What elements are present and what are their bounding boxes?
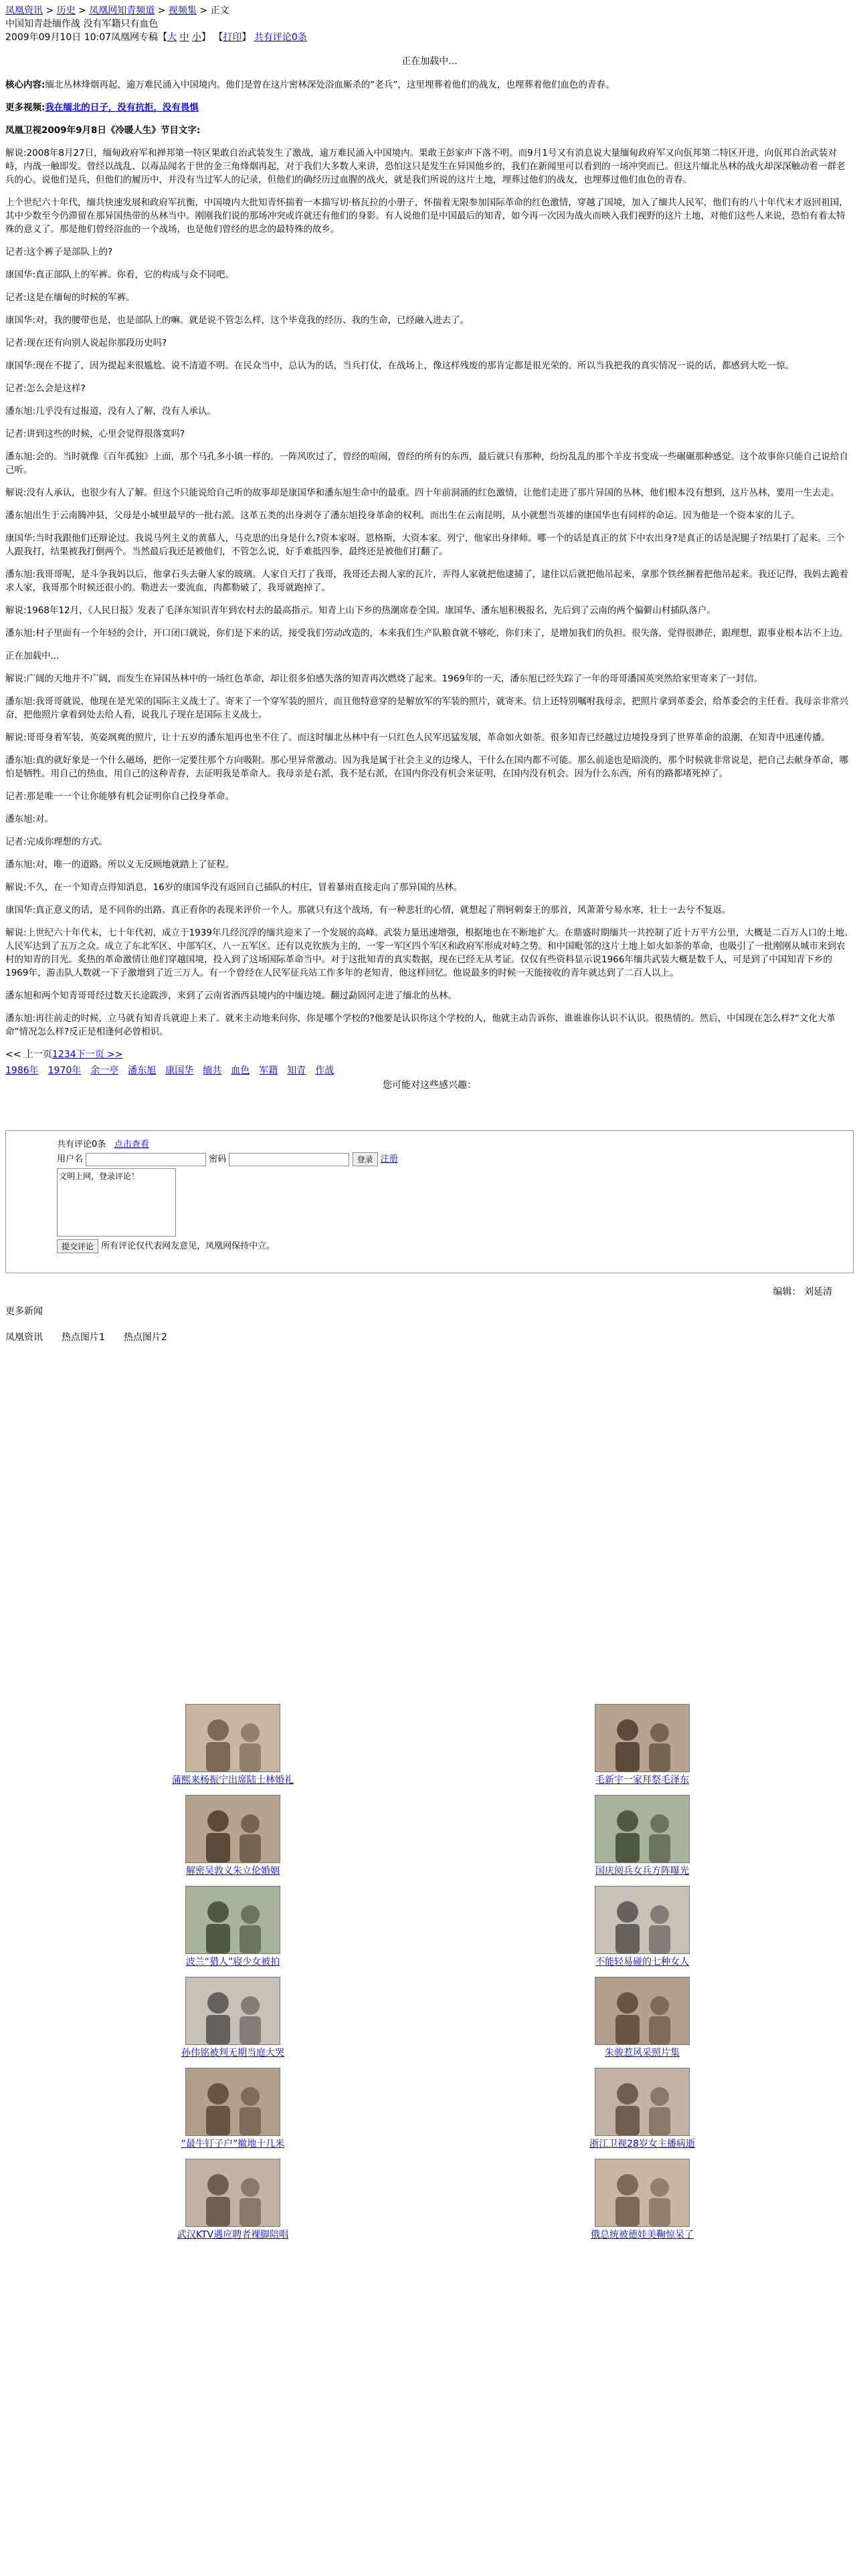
photo-news-item[interactable] — [562, 1795, 723, 1879]
photo-thumbnail[interactable] — [595, 1704, 690, 1772]
keyword-tag-link[interactable]: 余一亭 — [90, 1065, 119, 1076]
next-page-link[interactable]: 下一页 >> — [76, 1049, 123, 1060]
keyword-tags — [5, 1064, 854, 1077]
tab-hot-photo-2[interactable]: 热点图片2 — [123, 1332, 167, 1343]
article-paragraph: 解说:不久，在一个知青点得知消息，16岁的康国华没有返回自己插队的村庄，冒着暴雨直接走向了那异国的丛林。 — [5, 882, 463, 893]
photo-news-item[interactable] — [562, 1704, 723, 1788]
keyword-tag-link[interactable]: 潘东旭 — [128, 1065, 157, 1076]
comment-box — [5, 1130, 854, 1273]
article-paragraph: 上个世纪六十年代，缅共快速发展和政府军抗衡，中国境内大批知青怀揣着一本描写切·格瓦拉的小册子，怀揣着无限参加国际革命的红色激情，穿越了国境，加入了缅共人民军，他们有的八十年代末才返回祖国，其中少数至今仍滞留在那异国热带的丛林当中。刚刚我们说的那场冲突或许就还有他们的身影。有人说他们是中国最后的知青，如今再一次因为战火而映入我们视野的这片土地，对他们这些人来说，恐怕有着太特殊的意义了。那是他们曾经浴血的一个战场，也是他们曾经的思念的最特殊的故乡。 — [5, 197, 848, 235]
article-paragraph: 潘东旭:再往前走的时候，立马就有知青兵就迎上来了。就来主动地来问你，你是哪个学校的?他要是认识你这个学校的人，他就主动告诉你，谁谁谁你认识不认识。很热情的。然后，中国现在怎么样?“文化大革命”情况怎么样?反正是相逢何必曾相识。 — [5, 1013, 836, 1037]
photo-caption-link[interactable]: 解密吴敦义朱立伦婚姻 — [186, 1866, 280, 1876]
photo-news-item[interactable] — [153, 2068, 313, 2151]
photo-news-item[interactable] — [153, 2159, 313, 2242]
more-news-heading: 更多新闻 — [5, 1306, 43, 1317]
photo-caption-link[interactable]: 朱骏惹风采照片集 — [605, 2048, 680, 2058]
page-link-4[interactable]: 4 — [70, 1049, 76, 1060]
breadcrumb-current: 正文 — [210, 5, 229, 16]
article-paragraph: 记者:现在还有向别人说起你那段历史吗? — [5, 338, 167, 348]
photo-thumbnail[interactable] — [185, 1704, 280, 1772]
keyword-tag-link[interactable]: 康国华 — [165, 1065, 194, 1076]
breadcrumb-sep: > — [196, 5, 211, 16]
article-paragraph: 潘东旭:对。 — [5, 814, 54, 825]
article-paragraph: 记者:怎么会是这样? — [5, 383, 86, 394]
breadcrumb-link-video[interactable]: 视频集 — [168, 5, 197, 16]
photo-news-item[interactable] — [153, 1886, 313, 1969]
article-paragraph: 解说:1968年12月，《人民日报》发表了毛泽东知识青年到农村去的最高指示。知青上山下乡的热潮席卷全国。康国华、潘东旭积极报名，先后到了云南的两个偏僻山村插队落户。 — [5, 605, 716, 616]
article-date: 2009年09月10日 10:07凤凰网专稿 — [5, 32, 159, 43]
photo-thumbnail[interactable] — [185, 2068, 280, 2136]
breadcrumb — [5, 4, 854, 17]
font-bracket: 】 — [201, 32, 211, 43]
article-paragraph: 潘东旭:我哥哥呢，是斗争我妈以后，他拿石头去砸人家的玻璃。人家自天打了我哥，我哥还去揭人家的瓦片，弄得人家就把他逮捕了，逮住以后就把他吊起来，拿那个铁丝捆着把他吊起来。我还记得，我妈去跪着求人家，我哥那个时候还很小的。勒进去一要流血，肉都勒破了，我哥就跑掉了。 — [5, 569, 849, 593]
loading-indicator-2: 正在加载中... — [5, 651, 60, 661]
print-link[interactable]: 打印 — [223, 32, 242, 43]
photo-caption-link[interactable]: 毛新宇一家拜祭毛泽东 — [595, 1775, 689, 1786]
article-paragraph: 解说:上世纪六十年代末，七十年代初，成立于1939年几经沉浮的缅共迎来了一个发展的高峰。武装力量迅速增强，根据地也在不断地扩大。在鼎盛时期缅共一共控制了近十万平方公里，大概是二百万人口的土地。人民军达到了五万之众。成立了东北军区、中部军区、八一五军区。还有以克钦族为主的，一零一军区四个军区和政府军形成对峙之势。和中国毗邻的这片土地上如火如荼的革命，也吸引了一批刚刚从城市来到农村的知青的目光。炙热的革命激情让他们穿越国境，投入到了这场国际革命当中。对于这批知青的真实数据，现在已经无从考证。仅仅有些资料显示说1966年缅共武装大概是数千人，可是到了中国知青下乡的1969年，游击队人数就一下子激增到了近三万人。有一个曾经在人民军征兵站工作多年的老知青，他这样回忆。他说最多的时候一天能接收的青年就达到了二百人以上。 — [5, 928, 854, 978]
photo-thumbnail[interactable] — [185, 1886, 280, 1954]
photo-caption-link[interactable]: “最牛钉子户”撤地十几米 — [181, 2139, 285, 2149]
article-paragraph: 康国华:现在不提了，因为提起来很尴尬。说不清道不明。在民众当中，总认为的话，当兵打仗，在战场上，像这样残废的那肯定都是很光荣的。所以当我把我的真实情况一说的话，都感到大吃一惊。 — [5, 360, 795, 371]
keyword-tag-link[interactable]: 军籍 — [259, 1065, 278, 1076]
article-paragraph: 潘东旭:会的。当时就像《百年孤独》上面，那个马孔多小镇一样的。一阵风吹过了，曾经的喧闹，曾经的所有的东西，最后就只有那种，纷纷乱乱的那个羊皮书变成一些碾碾那种感觉。这个故事你只能自己说给自己听。 — [5, 451, 849, 475]
tab-hot-photo-1[interactable]: 热点图片1 — [62, 1332, 105, 1343]
font-bracket: 【 — [158, 32, 168, 43]
video-label: 更多视频: — [5, 102, 45, 113]
article-paragraph: 记者:完成你理想的方式。 — [5, 837, 108, 847]
article-paragraph: 潘东旭和两个知青哥哥经过数天长途跋涉，来到了云南省酒西县境内的中缅边境。翻过勐固河走进了缅北的丛林。 — [5, 990, 457, 1001]
core-content — [5, 78, 854, 92]
page-link-1[interactable]: 1 — [52, 1049, 58, 1060]
photo-caption-link[interactable]: 武汉KTV遇应聘者裸脚陪唱 — [177, 2230, 289, 2240]
core-label: 核心内容: — [5, 80, 45, 90]
comment-count: 共有评论0条 — [57, 1140, 106, 1150]
photo-thumbnail[interactable] — [595, 2159, 690, 2227]
news-tabs — [5, 1331, 854, 1345]
photo-caption-link[interactable]: 浙江卫视28岁女主播病逝 — [589, 2139, 695, 2149]
article-body-part2 — [5, 672, 854, 1039]
article-paragraph: 记者:这是在缅甸的时候的军裤。 — [5, 292, 135, 303]
tab-news[interactable]: 凤凰资讯 — [5, 1332, 43, 1343]
photo-news-item[interactable] — [153, 1795, 313, 1879]
article-title: 中国知青赴缅作战 没有军籍只有血色 — [5, 19, 159, 29]
prev-page[interactable]: << 上一页 — [5, 1049, 52, 1060]
article-paragraph: 康国华:当时我跟他们还辩论过。我说马列主义的黄慕人，马克思的出身是什么?资本家呀。恩格斯，大资本家。列宁，他家出身律师。哪一个的话是真正的贫下中农出身?是真正的话是泥腿子?结果打了起来。三个人跟我打，结果被我打倒两个。当然最后我还是被他们，不管怎么说，好手难抵四拳，最终还是被他们打翻了。 — [5, 533, 845, 557]
photo-thumbnail[interactable] — [595, 2068, 690, 2136]
article-paragraph: 潘东旭:我哥哥就说，他现在是光荣的国际主义战士了。寄来了一个穿军装的照片，而且他特意穿的是解放军的军装的照片，就寄来。信上还特别嘱咐我母亲，把照片拿到革委会，给革委会的主任看。我母亲非常兴奋，把他照片拿着到处去给人看，说我儿子现在是国际主义战士。 — [5, 696, 849, 720]
photo-news-item[interactable] — [153, 1977, 313, 2060]
breadcrumb-link-history[interactable]: 历史 — [56, 5, 76, 16]
article-paragraph: 潘东旭:对，唯一的道路。所以义无反顾地就踏上了征程。 — [5, 859, 235, 870]
photo-news-item[interactable] — [562, 2159, 723, 2242]
photo-news-item[interactable] — [562, 1977, 723, 2060]
interest-label: 您可能对这些感兴趣： — [383, 1080, 476, 1091]
breadcrumb-sep: > — [43, 5, 57, 16]
submit-comment-button[interactable]: 提交评论 — [57, 1239, 98, 1253]
photo-thumbnail[interactable] — [595, 1795, 690, 1863]
keyword-tag-link[interactable]: 作战 — [315, 1065, 335, 1076]
register-link[interactable]: 注册 — [380, 1154, 398, 1164]
article-paragraph: 记者:那是唯一一个让你能够有机会证明你自己投身革命。 — [5, 791, 235, 802]
photo-caption-link[interactable]: 国庆阅兵女兵方阵曝光 — [595, 1866, 689, 1876]
pagination — [5, 1048, 854, 1061]
article-paragraph: 记者:讲到这些的时候，心里会觉得很落寞吗? — [5, 429, 185, 439]
video-link[interactable]: 我在缅北的日子，没有抗拒，没有畏惧 — [45, 102, 199, 113]
photo-caption-link[interactable]: 波兰“猎人”寝少女被拍 — [185, 1957, 280, 1967]
comment-textarea[interactable] — [57, 1168, 176, 1237]
breadcrumb-link-zhiqing[interactable]: 凤凰网知青频道 — [89, 5, 155, 16]
login-button[interactable]: 登录 — [353, 1152, 378, 1166]
article-meta — [5, 31, 854, 44]
comment-count-row — [57, 1138, 398, 1152]
more-video — [5, 101, 854, 114]
photo-caption-link[interactable]: 不能轻易碰的七种女人 — [595, 1957, 689, 1967]
article-paragraph: 解说:广阔的天地并不广阔，而发生在异国丛林中的一场红色革命，却让很多伯感失落的知青再次燃烧了起来。1969年的一天，潘东旭已经失踪了一年的哥哥潘国英突然给家里寄来了一封信。 — [5, 673, 763, 684]
editor-credit: 编辑： 刘延清 — [773, 1287, 832, 1297]
photo-thumbnail[interactable] — [595, 1886, 690, 1954]
photo-thumbnail[interactable] — [595, 1977, 690, 2045]
loading-indicator: 正在加载中... — [401, 56, 458, 67]
photo-news-item[interactable] — [153, 1704, 313, 1788]
program-line: 凤凰卫视2009年9月8日《冷暖人生》节目文字: — [5, 125, 201, 136]
article-paragraph: 康国华:对，我的腰带也是，也是部队上的嘛。就是说不管怎么样，这个毕竟我的经历、我的生命，已经融入进去了。 — [5, 315, 470, 326]
submit-row — [57, 1239, 398, 1254]
article-paragraph: 潘东旭:村子里面有一个年轻的会计，开口闭口就说，你们是下来的话，接受我们劳动改造的，本来我们生产队粮食就不够吃，你们来了，是增加我们的负担。很失落，觉得很渺茫，跟理想，跟事业根本沾不上边。 — [5, 628, 849, 639]
print-bracket: 【 — [213, 32, 223, 43]
article-paragraph: 解说:2008年8月27日，缅甸政府军和掸邦第一特区果敢自治武装发生了激战，逾万难民涌入中国境内。果敢王彭家声下落不明。而9月1号又有消息说大量缅甸政府军又向佤邦第二特区开进，向佤邦自治武装对峙，内战一触即发。曾经以战乱、以毒品闻名于世的金三角烽烟再起，对于我们大多数人来讲，恐怕这只是发生在异国他乡的，我们在新闻里可以看到的一场冲突而已。但这片缅北丛林的战火却深深触动着一群老兵的心。说他们是兵，但他们的履历中，并没有当过军人的记录，但他们的确经历过血腥的战火，就是我们所说的这片土地，埋葬过他们的战友，也埋葬过他们血色的青春。 — [5, 148, 846, 185]
username-input[interactable] — [86, 1153, 206, 1166]
keyword-tag-link[interactable]: 1986年 — [5, 1065, 39, 1076]
comments-count-link[interactable]: 共有评论0条 — [254, 32, 307, 43]
photo-news-item[interactable] — [562, 1886, 723, 1969]
keyword-tag-link[interactable]: 1970年 — [47, 1065, 82, 1076]
keyword-tag-link[interactable]: 知青 — [287, 1065, 306, 1076]
view-comments-link[interactable]: 点击查看 — [114, 1140, 149, 1150]
photo-thumbnail[interactable] — [185, 1795, 280, 1863]
username-label: 用户名 — [57, 1154, 84, 1164]
keyword-tag-link[interactable]: 血色 — [231, 1065, 250, 1076]
photo-thumbnail[interactable] — [185, 2159, 280, 2227]
article-paragraph: 潘东旭:几乎没有过报道，没有人了解，没有人承认。 — [5, 406, 217, 417]
article-paragraph: 潘东旭出生于云南腾冲县，父母是小城里最早的一批右派。这革五类的出身剥夺了潘东旭投身革命的权利。而出生在云南昆明，从小就想当英雄的康国华也有同样的命运。因为他是一个资本家的儿子。 — [5, 510, 800, 521]
password-label: 密码 — [209, 1154, 227, 1164]
font-size-medium-link[interactable]: 中 — [179, 32, 189, 43]
article-paragraph: 记者:这个裤子是部队上的? — [5, 247, 113, 257]
breadcrumb-link-news[interactable]: 凤凰资讯 — [5, 5, 43, 16]
photo-caption-link[interactable]: 蒲熙来杨振宁出席陆士林婚礼 — [172, 1775, 294, 1786]
password-input[interactable] — [229, 1153, 349, 1166]
photo-thumbnail[interactable] — [185, 1977, 280, 2045]
photo-caption-link[interactable]: 孙伟铭被判无期当庭大哭 — [181, 2048, 284, 2058]
page-link-2[interactable]: 2 — [58, 1049, 64, 1060]
article-paragraph: 潘东旭:真的就好象是一个什么磁场，把你一定要往那个方向吸附。那心里异常激动。因为我是属于社会主义的边缘人，干什么在国内都不可能。那么前途也是暗淡的，那个时候就非常说是，把自己去献身革命，哪怕是牺牲。用自己的热血，用自己的这种青春，去证明我是革命人。我母亲是右派，我不是右派，在国内你没有机会来证明，在国内没有机会。因为什么东西，所有的路都堵死掉了。 — [5, 755, 849, 779]
page-link-3[interactable]: 3 — [64, 1049, 70, 1060]
font-size-small-link[interactable]: 小 — [191, 32, 201, 43]
breadcrumb-sep: > — [155, 5, 169, 16]
keyword-tag-link[interactable]: 缅共 — [203, 1065, 222, 1076]
photo-news-item[interactable] — [562, 2068, 723, 2151]
article-paragraph: 康国华:真正意义的话，是不同你的出路。真正看你的表现来评价一个人。那就只有这个战场，有一种悲壮的心情，就想起了荆轲刺秦王的那首，风萧萧兮易水寒，壮士一去兮不复返。 — [5, 905, 731, 916]
breadcrumb-sep: > — [75, 5, 90, 16]
article-body-part1 — [5, 146, 854, 640]
article-paragraph: 康国华:真正部队上的军裤。你看，它的构成与众不同吧。 — [5, 270, 235, 280]
core-text: 缅北丛林烽烟再起，逾万难民涌入中国境内。他们是曾在这片密林深处浴血厮杀的“老兵”，这里埋葬着他们的战友，也埋葬着他们血色的青春。 — [45, 80, 615, 90]
photo-caption-link[interactable]: 俄总统被德娃美鞠惊呆了 — [591, 2230, 694, 2240]
font-size-large-link[interactable]: 大 — [167, 32, 177, 43]
comment-notice: 所有评论仅代表网友意见，凤凰网保持中立。 — [101, 1241, 276, 1251]
article-paragraph: 解说:哥哥身着军装，英姿飒爽的照片，让十五岁的潘东旭再也坐不住了。而这时缅北丛林中有一只红色人民军迅猛发展，革命如火如荼。很多知青已经越过边境投身到了世界革命的浪潮，在知青中迅速传播。 — [5, 732, 831, 743]
login-row — [57, 1152, 398, 1167]
print-bracket: 】 — [242, 32, 252, 43]
article-paragraph: 解说:没有人承认，也很少有人了解。但这个只能说给自己听的故事却是康国华和潘东旭生命中的最重。四十年前洞涌的红色激情，让他们走进了那片异国的丛林，他们根本没有想到，这片丛林，要用一生去走。 — [5, 488, 840, 498]
